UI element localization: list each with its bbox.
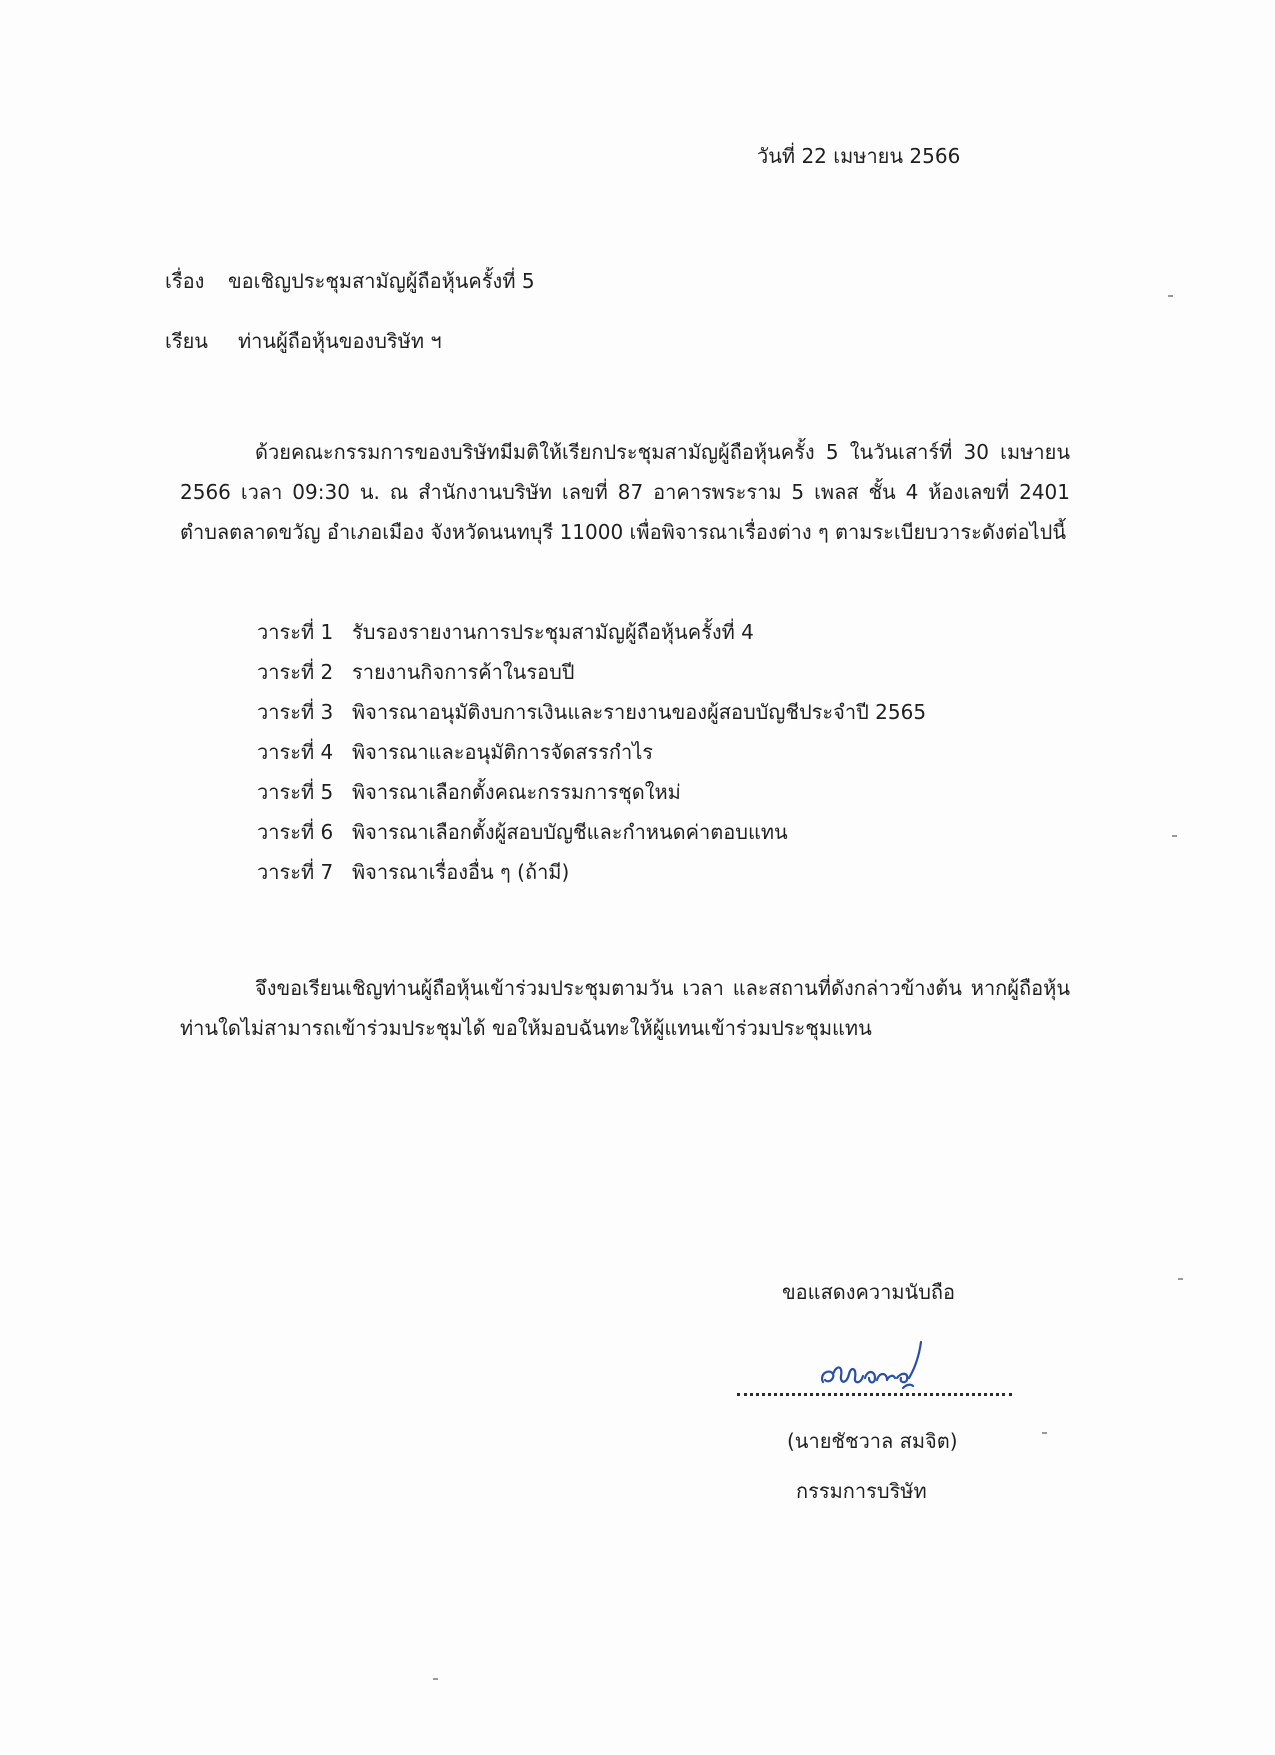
agenda-number: วาระที่ 6 <box>257 820 334 844</box>
subject-text: ขอเชิญประชุมสามัญผู้ถือหุ้นครั้งที่ 5 <box>228 269 535 293</box>
agenda-text: พิจารณาอนุมัติงบการเงินและรายงานของผู้สอบบัญชีประจำปี 2565 <box>352 700 927 724</box>
agenda-list <box>257 612 926 892</box>
agenda-text: พิจารณาเรื่องอื่น ๆ (ถ้ามี) <box>352 860 570 884</box>
agenda-number: วาระที่ 2 <box>257 660 334 684</box>
scan-speck <box>1172 835 1177 837</box>
signer-title: กรรมการบริษัท <box>796 1479 927 1503</box>
agenda-item <box>257 692 926 732</box>
agenda-item <box>257 812 926 852</box>
signature-dotted-line <box>737 1393 1012 1396</box>
closing-text: ขอแสดงความนับถือ <box>782 1280 956 1304</box>
scan-speck <box>1042 1432 1047 1434</box>
agenda-text: พิจารณาเลือกตั้งคณะกรรมการชุดใหม่ <box>352 780 681 804</box>
letter-date: วันที่ 22 เมษายน 2566 <box>757 144 961 168</box>
subject-label: เรื่อง <box>165 269 205 293</box>
agenda-number: วาระที่ 5 <box>257 780 334 804</box>
scan-speck <box>433 1678 438 1680</box>
agenda-item <box>257 852 926 892</box>
agenda-text: รับรองรายงานการประชุมสามัญผู้ถือหุ้นครั้งที่ 4 <box>352 620 754 644</box>
agenda-item <box>257 652 926 692</box>
handwritten-signature <box>815 1338 935 1398</box>
agenda-item <box>257 612 926 652</box>
agenda-number: วาระที่ 3 <box>257 700 334 724</box>
agenda-text: พิจารณาเลือกตั้งผู้สอบบัญชีและกำหนดค่าตอบแทน <box>352 820 788 844</box>
agenda-text: รายงานกิจการค้าในรอบปี <box>352 660 575 684</box>
agenda-item <box>257 732 926 772</box>
signer-name: (นายชัชวาล สมจิต) <box>787 1429 958 1453</box>
agenda-number: วาระที่ 4 <box>257 740 334 764</box>
body-paragraph-intro: ด้วยคณะกรรมการของบริษัทมีมติให้เรียกประชุมสามัญผู้ถือหุ้นครั้ง 5 ในวันเสาร์ที่ 30 เมษายน 2566 เวลา 09:30 น. ณ สำนักงานบริษัท เลขที่ 87 อาคารพระราม 5 เพลส ชั้น 4 ห้องเลขที่ 2401 ตำบลตลาดขวัญ อำเภอเมือง จังหวัดนนทบุรี 11000 เพื่อพิจารณาเรื่องต่าง ๆ ตามระเบียบวาระดังต่อไปนี้ <box>180 440 1070 544</box>
agenda-number: วาระที่ 7 <box>257 860 334 884</box>
agenda-text: พิจารณาและอนุมัติการจัดสรรกำไร <box>352 740 654 764</box>
scan-speck <box>1168 295 1173 297</box>
scan-speck <box>1178 1278 1183 1280</box>
agenda-number: วาระที่ 1 <box>257 620 334 644</box>
recipient-text: ท่านผู้ถือหุ้นของบริษัท ฯ <box>238 329 442 353</box>
recipient-label: เรียน <box>165 329 208 353</box>
agenda-item <box>257 772 926 812</box>
body-paragraph-invitation: จึงขอเรียนเชิญท่านผู้ถือหุ้นเข้าร่วมประชุมตามวัน เวลา และสถานที่ดังกล่าวข้างต้น หากผู้ถือหุ้นท่านใดไม่สามารถเข้าร่วมประชุมได้ ขอให้มอบฉันทะให้ผู้แทนเข้าร่วมประชุมแทน <box>180 976 1070 1040</box>
